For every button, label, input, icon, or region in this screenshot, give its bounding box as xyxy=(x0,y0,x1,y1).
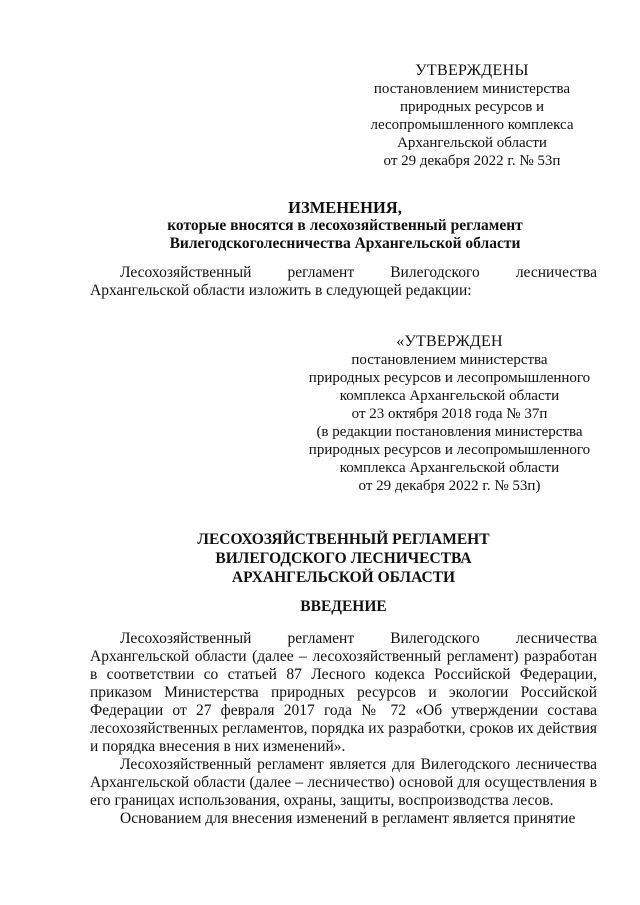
approval-stamp-inner xyxy=(302,333,597,495)
approval-top-heading: УТВЕРЖДЕНЫ xyxy=(415,62,529,79)
approval-top-line: Архангельской области xyxy=(397,135,547,151)
approval-inner-line: от 23 октября 2018 года № 37п xyxy=(351,406,548,422)
regulation-title-line: ВИЛЕГОДСКОГО ЛЕСНИЧЕСТВА xyxy=(215,550,472,567)
changes-subtitle: Вилегодскоголесничества Архангельской области xyxy=(169,235,521,252)
regulation-title-line: АРХАНГЕЛЬСКОЙ ОБЛАСТИ xyxy=(231,569,456,586)
body-paragraph: Лесохозяйственный регламент Вилегодского лесничества Архангельской области (далее – лесохозяйственный регламент) разработан в соответствии со статьей 87 Лесного кодекса Российской Федерации, приказом Министерства природных ресурсов и экологии Российской Федерации от 27 февраля 2017 года № 72 «Об утверждении состава лесохозяйственных регламентов, порядка их разработки, сроков их действия и порядка внесения в них изменений». xyxy=(90,630,597,755)
approval-inner-line: комплекса Архангельской области xyxy=(339,460,560,476)
approval-stamp-top xyxy=(356,62,588,170)
regulation-title-line: ЛЕСОХОЗЯЙСТВЕННЫЙ РЕГЛАМЕНТ xyxy=(197,531,490,548)
approval-top-line: природных ресурсов и xyxy=(399,99,545,115)
changes-heading xyxy=(90,199,600,253)
body-text xyxy=(90,630,597,828)
changes-title: ИЗМЕНЕНИЯ, xyxy=(288,198,402,217)
approval-inner-line: от 29 декабря 2022 г. № 53п) xyxy=(358,478,541,494)
body-paragraph: Лесохозяйственный регламент является для Вилегодского лесничества Архангельской области (далее – лесничество) основой для осуществления в его границах использования, охраны, защиты, воспроизводства лесов. xyxy=(90,756,597,809)
approval-top-line: постановлением министерства xyxy=(373,81,571,97)
approval-inner-line: природных ресурсов и лесопромышленного xyxy=(308,442,591,458)
approval-inner-line: природных ресурсов и лесопромышленного xyxy=(308,370,591,386)
approval-inner-line: постановлением министерства xyxy=(351,352,548,368)
approval-inner-line: комплекса Архангельской области xyxy=(339,388,560,404)
approval-top-line: лесопромышленного комплекса xyxy=(370,117,574,133)
intro-text: Лесохозяйственный регламент Вилегодского лесничества Архангельской области изложить в следующей редакции: xyxy=(90,264,597,299)
body-paragraph: Основанием для внесения изменений в регламент является принятие xyxy=(120,810,576,827)
approval-inner-heading: «УТВЕРЖДЕН xyxy=(396,333,503,350)
regulation-title xyxy=(90,530,597,587)
approval-inner-line: (в редакции постановления министерства xyxy=(316,424,583,440)
approval-top-line: от 29 декабря 2022 г. № 53п xyxy=(383,153,561,169)
intro-paragraph xyxy=(90,264,597,300)
section-title-introduction: ВВЕДЕНИЕ xyxy=(300,598,387,615)
changes-subtitle: которые вносятся в лесохозяйственный регламент xyxy=(167,217,523,234)
